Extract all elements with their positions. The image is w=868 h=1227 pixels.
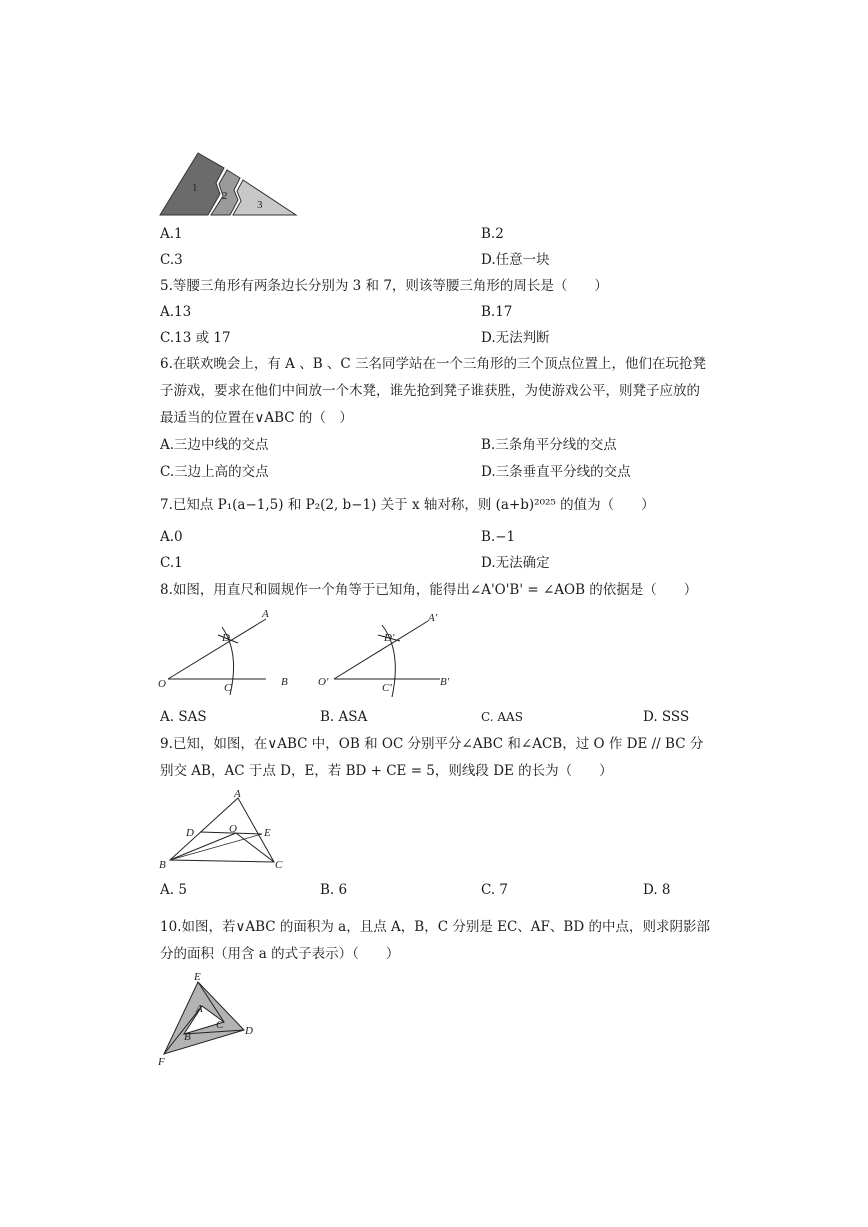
q5-option-d: D.无法判断 [481, 330, 550, 346]
piece-3 [233, 180, 296, 215]
q8-option-c: C. AAS [481, 710, 523, 724]
angle-construction-figure-1 [156, 605, 296, 700]
fig2-label-o: O' [318, 676, 329, 688]
fig1-label-d: D [222, 632, 230, 644]
fig10-label-a: A [196, 1003, 203, 1015]
q9-option-b: B. 6 [320, 882, 348, 898]
fig1-label-b: B [281, 676, 288, 688]
piece-label-2: 2 [222, 190, 228, 202]
piece-label-3: 3 [257, 199, 263, 211]
q8-option-b: B. ASA [320, 709, 368, 725]
q7-option-a: A.0 [160, 529, 183, 545]
fig9-label-c: C [275, 859, 283, 871]
q5-stem: 5.等腰三角形有两条边长分别为 3 和 7，则该等腰三角形的周长是（ ） [160, 278, 608, 294]
q4-option-a: A.1 [160, 226, 183, 242]
fig9-label-e: E [264, 827, 271, 839]
fig2-label-c: C' [382, 682, 392, 694]
q4-option-b: B.2 [481, 226, 504, 242]
q8-stem: 8.如图，用直尺和圆规作一个角等于已知角，能得出∠A'O'B' = ∠AOB 的依据是（ ） [160, 582, 698, 598]
q6-option-a: A.三边中线的交点 [160, 437, 269, 453]
fig1-label-o: O [158, 678, 166, 690]
q6-option-d: D.三条垂直平分线的交点 [481, 464, 631, 480]
q4-option-d: D.任意一块 [481, 252, 550, 268]
q5-option-c: C.13 或 17 [160, 330, 231, 346]
q9-option-d: D. 8 [643, 882, 671, 898]
fig10-label-b: B [184, 1031, 191, 1043]
q6-stem-line-2: 子游戏，要求在他们中间放一个木凳，谁先抢到凳子谁获胜，为使游戏公平，则凳子应放的 [160, 383, 700, 399]
q10-stem-line-1: 10.如图，若∨ABC 的面积为 a，且点 A，B，C 分别是 EC、AF、BD 的中点，则求阴影部 [160, 919, 710, 935]
piece-label-1: 1 [192, 182, 198, 194]
shaded-triangle-figure [156, 968, 266, 1068]
q6-stem-line-1: 6.在联欢晚会上，有 A 、B 、C 三名同学站在一个三角形的三个顶点位置上，他们在玩抢凳 [160, 356, 707, 372]
fig9-label-a: A [234, 788, 241, 800]
q9-option-a: A. 5 [160, 882, 187, 898]
q7-option-c: C.1 [160, 555, 183, 571]
q9-option-c: C. 7 [481, 882, 509, 898]
q6-option-c: C.三边上高的交点 [160, 464, 269, 480]
angle-construction-figure-2 [316, 605, 466, 700]
q5-option-b: B.17 [481, 304, 513, 320]
q5-option-a: A.13 [160, 304, 192, 320]
q4-option-c: C.3 [160, 252, 183, 268]
broken-glass-figure [158, 150, 300, 220]
fig2-label-b: B' [440, 676, 450, 688]
fig10-label-f: F [158, 1056, 165, 1068]
fig1-label-c: C [224, 682, 232, 694]
triangle-angle-bisector-figure [156, 786, 296, 874]
fig9-label-o: O [229, 823, 237, 835]
fig2-label-a: A' [428, 612, 438, 624]
fig9-label-d: D [186, 827, 194, 839]
q6-stem-line-3: 最适当的位置在∨ABC 的（ ） [160, 410, 353, 426]
q6-option-b: B.三条角平分线的交点 [481, 437, 617, 453]
fig2-label-d: D' [384, 632, 395, 644]
q7-stem: 7.已知点 P₁(a−1,5) 和 P₂(2, b−1) 关于 x 轴对称，则 (a+b)²⁰²⁵ 的值为（ ） [160, 497, 655, 513]
q9-stem-line-1: 9.已知，如图，在∨ABC 中，OB 和 OC 分别平分∠ABC 和∠ACB，过 O 作 DE // BC 分 [160, 736, 704, 752]
q7-option-b: B.−1 [481, 529, 516, 545]
fig10-label-c: C [216, 1019, 224, 1031]
fig1-label-a: A [262, 608, 269, 620]
q10-stem-line-2: 分的面积（用含 a 的式子表示）（ ） [160, 946, 400, 962]
q8-option-a: A. SAS [160, 709, 207, 725]
q8-option-d: D. SSS [643, 709, 690, 725]
q7-option-d: D.无法确定 [481, 555, 550, 571]
q9-stem-line-2: 别交 AB，AC 于点 D，E，若 BD + CE = 5，则线段 DE 的长为（ ） [160, 763, 613, 779]
fig10-label-d: D [245, 1025, 253, 1037]
fig10-label-e: E [194, 971, 201, 983]
fig9-label-b: B [159, 859, 166, 871]
